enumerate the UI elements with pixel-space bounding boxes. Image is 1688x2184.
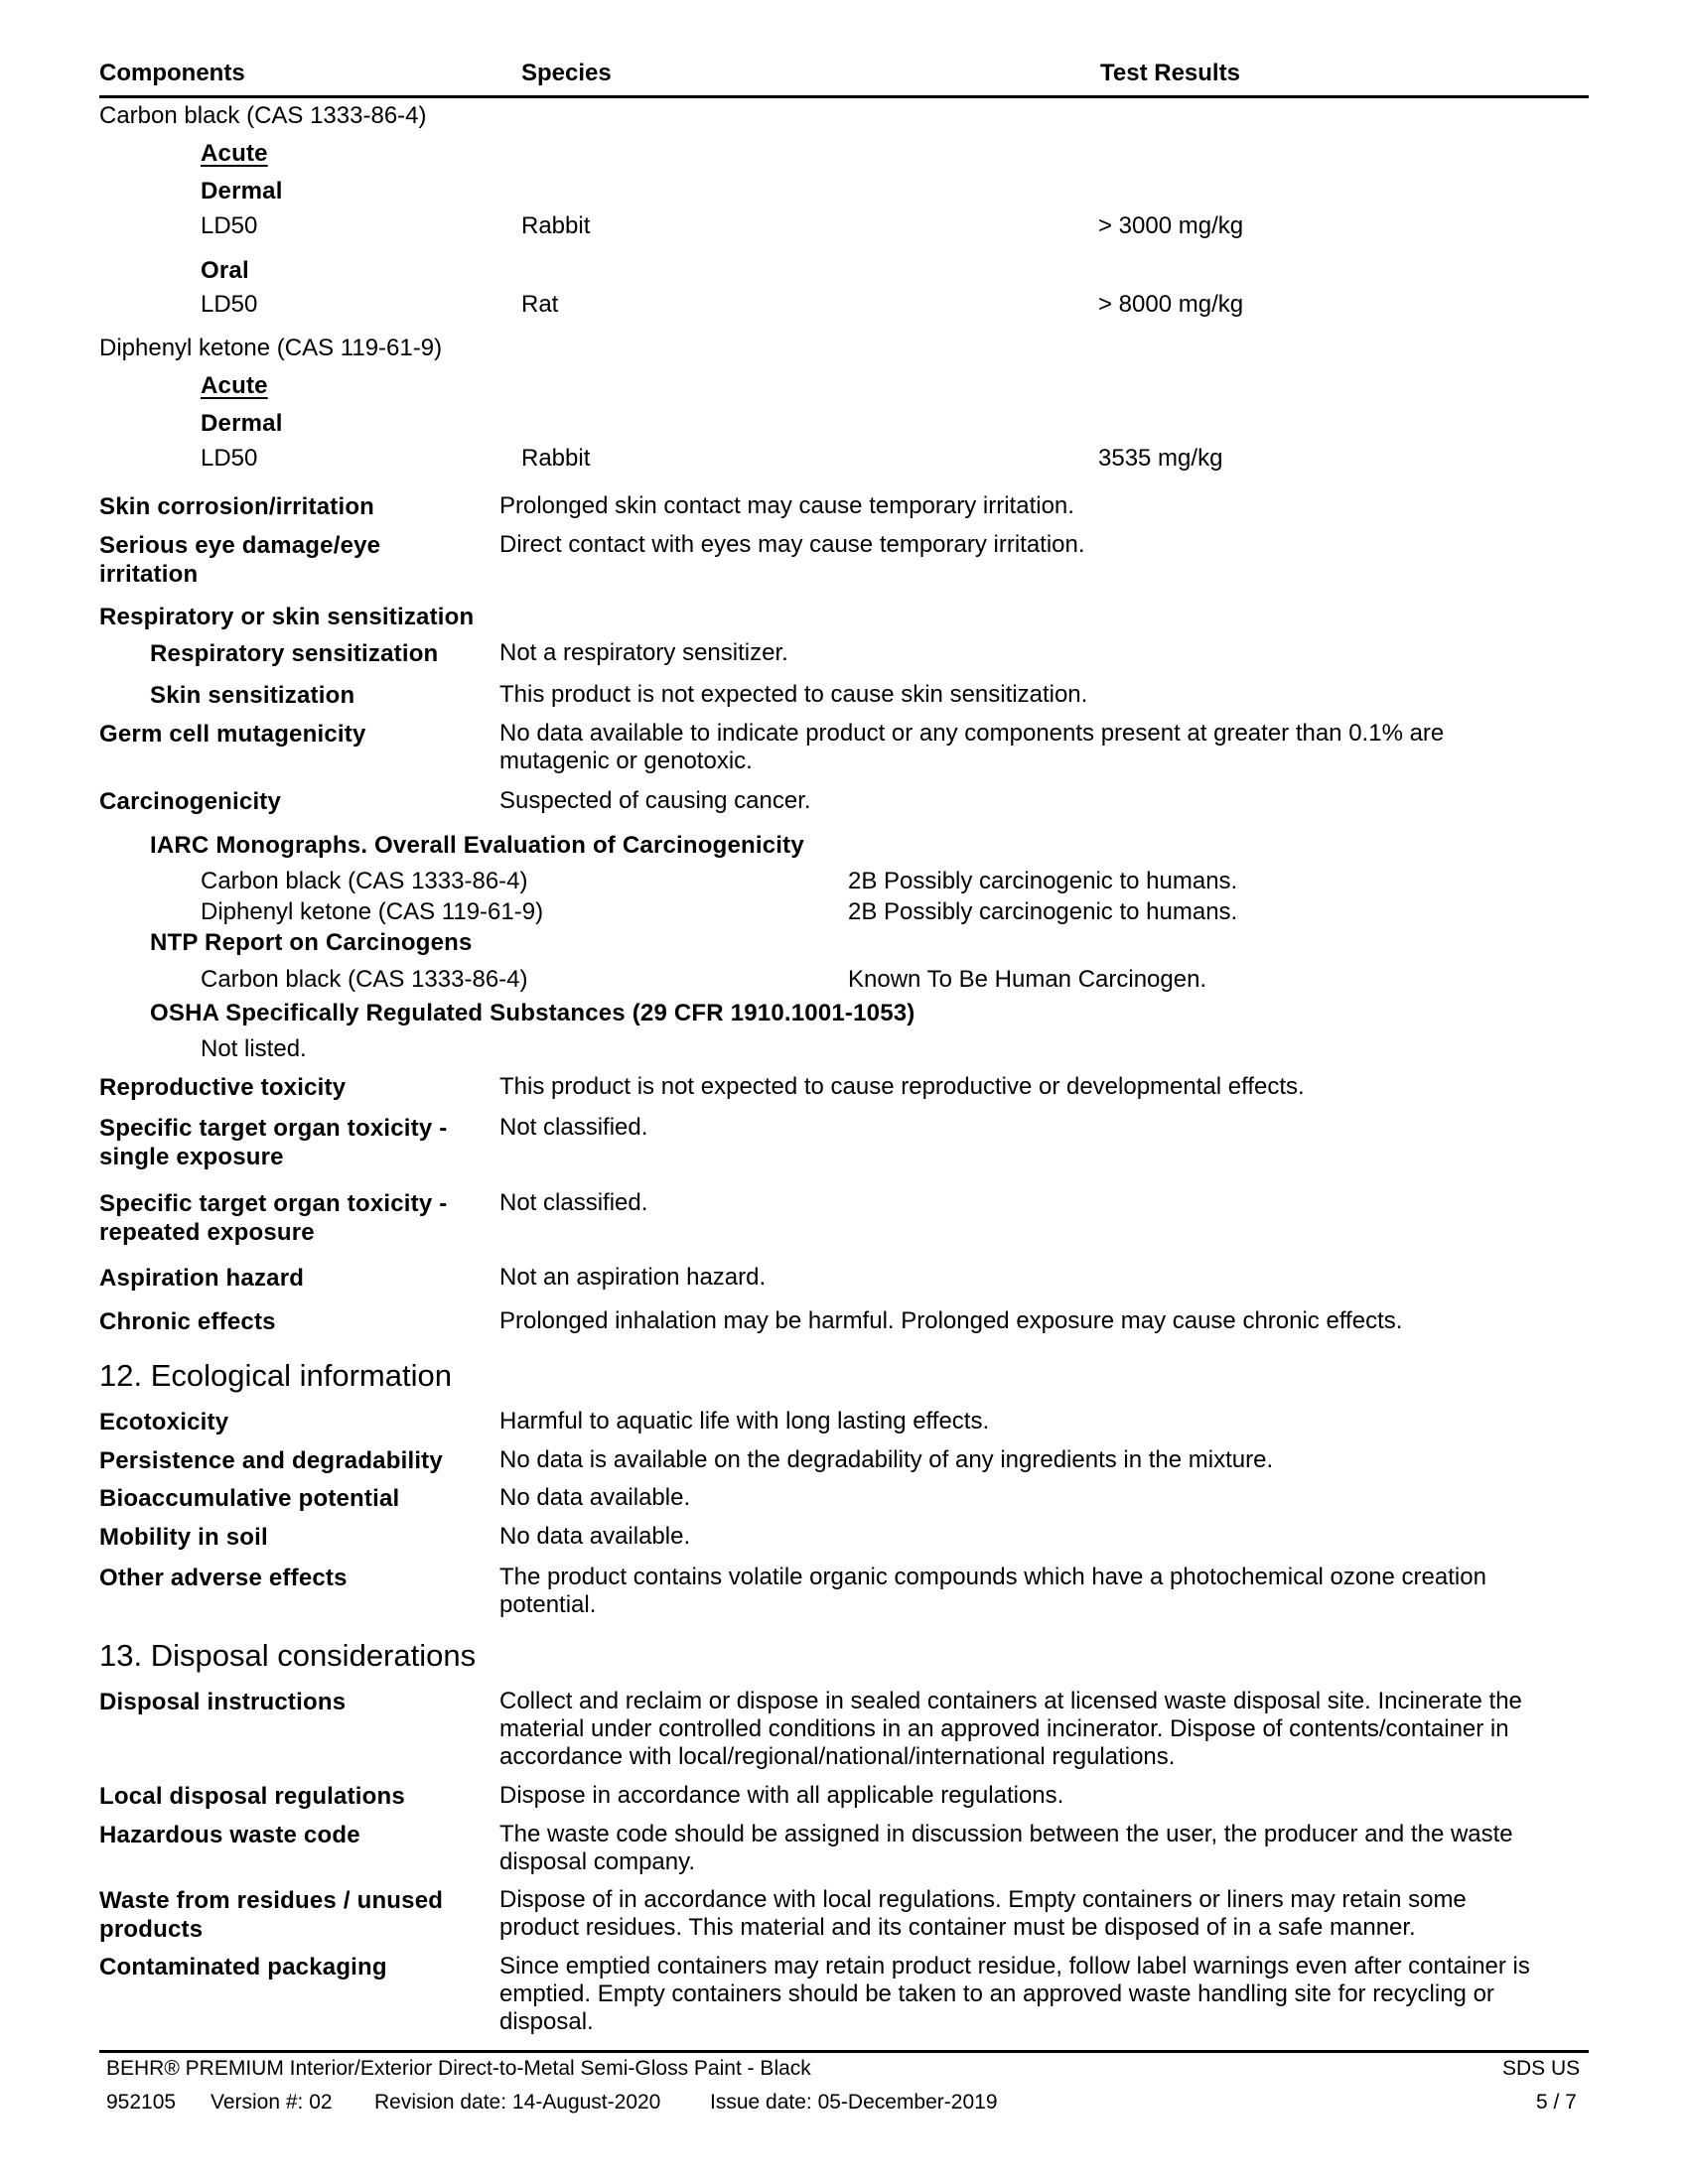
iarc-title: IARC Monographs. Overall Evaluation of Carcinogenicity (150, 832, 804, 859)
osha-value: Not listed. (201, 1035, 307, 1062)
measure-label: LD50 (201, 291, 258, 318)
skin-corrosion-label: Skin corrosion/irritation (99, 493, 375, 520)
col-header-components: Components (99, 60, 245, 86)
local-regulations-label: Local disposal regulations (99, 1783, 405, 1810)
residues-value: Dispose of in accordance with local regulations. Empty containers or liners may retain some product residues. This material and its container must be disposed of in a safe manner. (499, 1886, 1467, 1941)
skin-sensitization-value: This product is not expected to cause skin sensitization. (499, 681, 1088, 708)
species-value: Rabbit (521, 445, 591, 472)
skin-corrosion-value: Prolonged skin contact may cause temporary irritation. (499, 492, 1074, 519)
aspiration-value: Not an aspiration hazard. (499, 1264, 767, 1291)
ecotoxicity-value: Harmful to aquatic life with long lasting effects. (499, 1408, 990, 1434)
ntp-title: NTP Report on Carcinogens (150, 929, 473, 956)
ntp-substance: Carbon black (CAS 1333-86-4) (201, 966, 528, 993)
iarc-classification: 2B Possibly carcinogenic to humans. (848, 868, 1238, 894)
carcinogenicity-label: Carcinogenicity (99, 788, 282, 815)
persistence-value: No data is available on the degradability of any ingredients in the mixture. (499, 1446, 1274, 1473)
germ-cell-value: No data available to indicate product or any components present at greater than 0.1% are mutagenic or genotoxic. (499, 720, 1445, 774)
disposal-instructions-value: Collect and reclaim or dispose in sealed containers at licensed waste disposal site. Incinerate the material under controlled conditions in an approved incinerator. Dispose of contents/container in accordance with local/regional/national/international regulations. (499, 1688, 1522, 1770)
species-value: Rabbit (521, 212, 591, 239)
bioaccumulative-value: No data available. (499, 1484, 691, 1511)
stot-repeated-value: Not classified. (499, 1189, 648, 1216)
persistence-label: Persistence and degradability (99, 1447, 443, 1474)
iarc-substance: Carbon black (CAS 1333-86-4) (201, 868, 528, 894)
chronic-effects-value: Prolonged inhalation may be harmful. Prolonged exposure may cause chronic effects. (499, 1307, 1403, 1334)
footer-revision-date: Revision date: 14-August-2020 (374, 2091, 661, 2114)
test-result-value: > 3000 mg/kg (1098, 212, 1244, 239)
other-effects-label: Other adverse effects (99, 1565, 348, 1591)
stot-single-value: Not classified. (499, 1114, 648, 1141)
test-result-value: > 8000 mg/kg (1098, 291, 1244, 318)
route-label: Dermal (201, 410, 283, 437)
route-label: Oral (201, 257, 249, 284)
hazardous-waste-value: The waste code should be assigned in discussion between the user, the producer and the waste disposal company. (499, 1821, 1513, 1875)
header-rule (99, 95, 1589, 98)
footer-doc-id: 952105 (106, 2091, 177, 2114)
carcinogenicity-value: Suspected of causing cancer. (499, 787, 811, 814)
acute-label: Acute (201, 140, 268, 167)
footer-page-number: 5 / 7 (1536, 2091, 1577, 2114)
sensitization-heading: Respiratory or skin sensitization (99, 604, 475, 630)
other-effects-value: The product contains volatile organic compounds which have a photochemical ozone creation potential. (499, 1564, 1486, 1618)
disposal-instructions-label: Disposal instructions (99, 1689, 347, 1715)
footer-product-name: BEHR® PREMIUM Interior/Exterior Direct-to-Metal Semi-Gloss Paint - Black (106, 2057, 811, 2080)
footer-rule (99, 2050, 1589, 2053)
mobility-value: No data available. (499, 1523, 691, 1550)
acute-label: Acute (201, 372, 268, 399)
local-regulations-value: Dispose in accordance with all applicable regulations. (499, 1782, 1064, 1809)
component-name: Diphenyl ketone (CAS 119-61-9) (99, 335, 443, 361)
ecotoxicity-label: Ecotoxicity (99, 1409, 229, 1435)
stot-single-label: Specific target organ toxicity - single exposure (99, 1115, 448, 1170)
col-header-species: Species (521, 60, 612, 86)
osha-title: OSHA Specifically Regulated Substances (29 CFR 1910.1001-1053) (150, 1000, 915, 1026)
iarc-classification: 2B Possibly carcinogenic to humans. (848, 898, 1238, 925)
col-header-test-results: Test Results (1100, 60, 1240, 86)
mobility-label: Mobility in soil (99, 1524, 268, 1551)
route-label: Dermal (201, 178, 283, 205)
test-result-value: 3535 mg/kg (1098, 445, 1223, 472)
bioaccumulative-label: Bioaccumulative potential (99, 1485, 400, 1512)
chronic-effects-label: Chronic effects (99, 1308, 276, 1335)
footer-doc-type: SDS US (1502, 2057, 1581, 2080)
measure-label: LD50 (201, 445, 258, 472)
component-name: Carbon black (CAS 1333-86-4) (99, 102, 427, 129)
packaging-value: Since emptied containers may retain product residue, follow label warnings even after container is emptied. Empty containers should be taken to an approved waste handling site for recycling or disposal. (499, 1953, 1530, 2035)
respiratory-sensitization-value: Not a respiratory sensitizer. (499, 639, 788, 666)
section-13-title: 13. Disposal considerations (99, 1638, 477, 1673)
residues-label: Waste from residues / unused products (99, 1887, 444, 1943)
ntp-classification: Known To Be Human Carcinogen. (848, 966, 1207, 993)
hazardous-waste-label: Hazardous waste code (99, 1822, 360, 1848)
eye-damage-value: Direct contact with eyes may cause temporary irritation. (499, 531, 1085, 558)
measure-label: LD50 (201, 212, 258, 239)
aspiration-label: Aspiration hazard (99, 1265, 305, 1292)
species-value: Rat (521, 291, 559, 318)
iarc-substance: Diphenyl ketone (CAS 119-61-9) (201, 898, 544, 925)
respiratory-sensitization-label: Respiratory sensitization (150, 640, 439, 667)
germ-cell-label: Germ cell mutagenicity (99, 721, 366, 748)
footer-issue-date: Issue date: 05-December-2019 (710, 2091, 998, 2114)
reproductive-toxicity-value: This product is not expected to cause reproductive or developmental effects. (499, 1073, 1305, 1100)
reproductive-toxicity-label: Reproductive toxicity (99, 1074, 347, 1101)
skin-sensitization-label: Skin sensitization (150, 682, 355, 709)
stot-repeated-label: Specific target organ toxicity - repeated exposure (99, 1190, 448, 1246)
section-12-title: 12. Ecological information (99, 1358, 452, 1393)
footer-version: Version #: 02 (211, 2091, 333, 2114)
eye-damage-label: Serious eye damage/eye irritation (99, 532, 381, 588)
packaging-label: Contaminated packaging (99, 1954, 387, 1980)
